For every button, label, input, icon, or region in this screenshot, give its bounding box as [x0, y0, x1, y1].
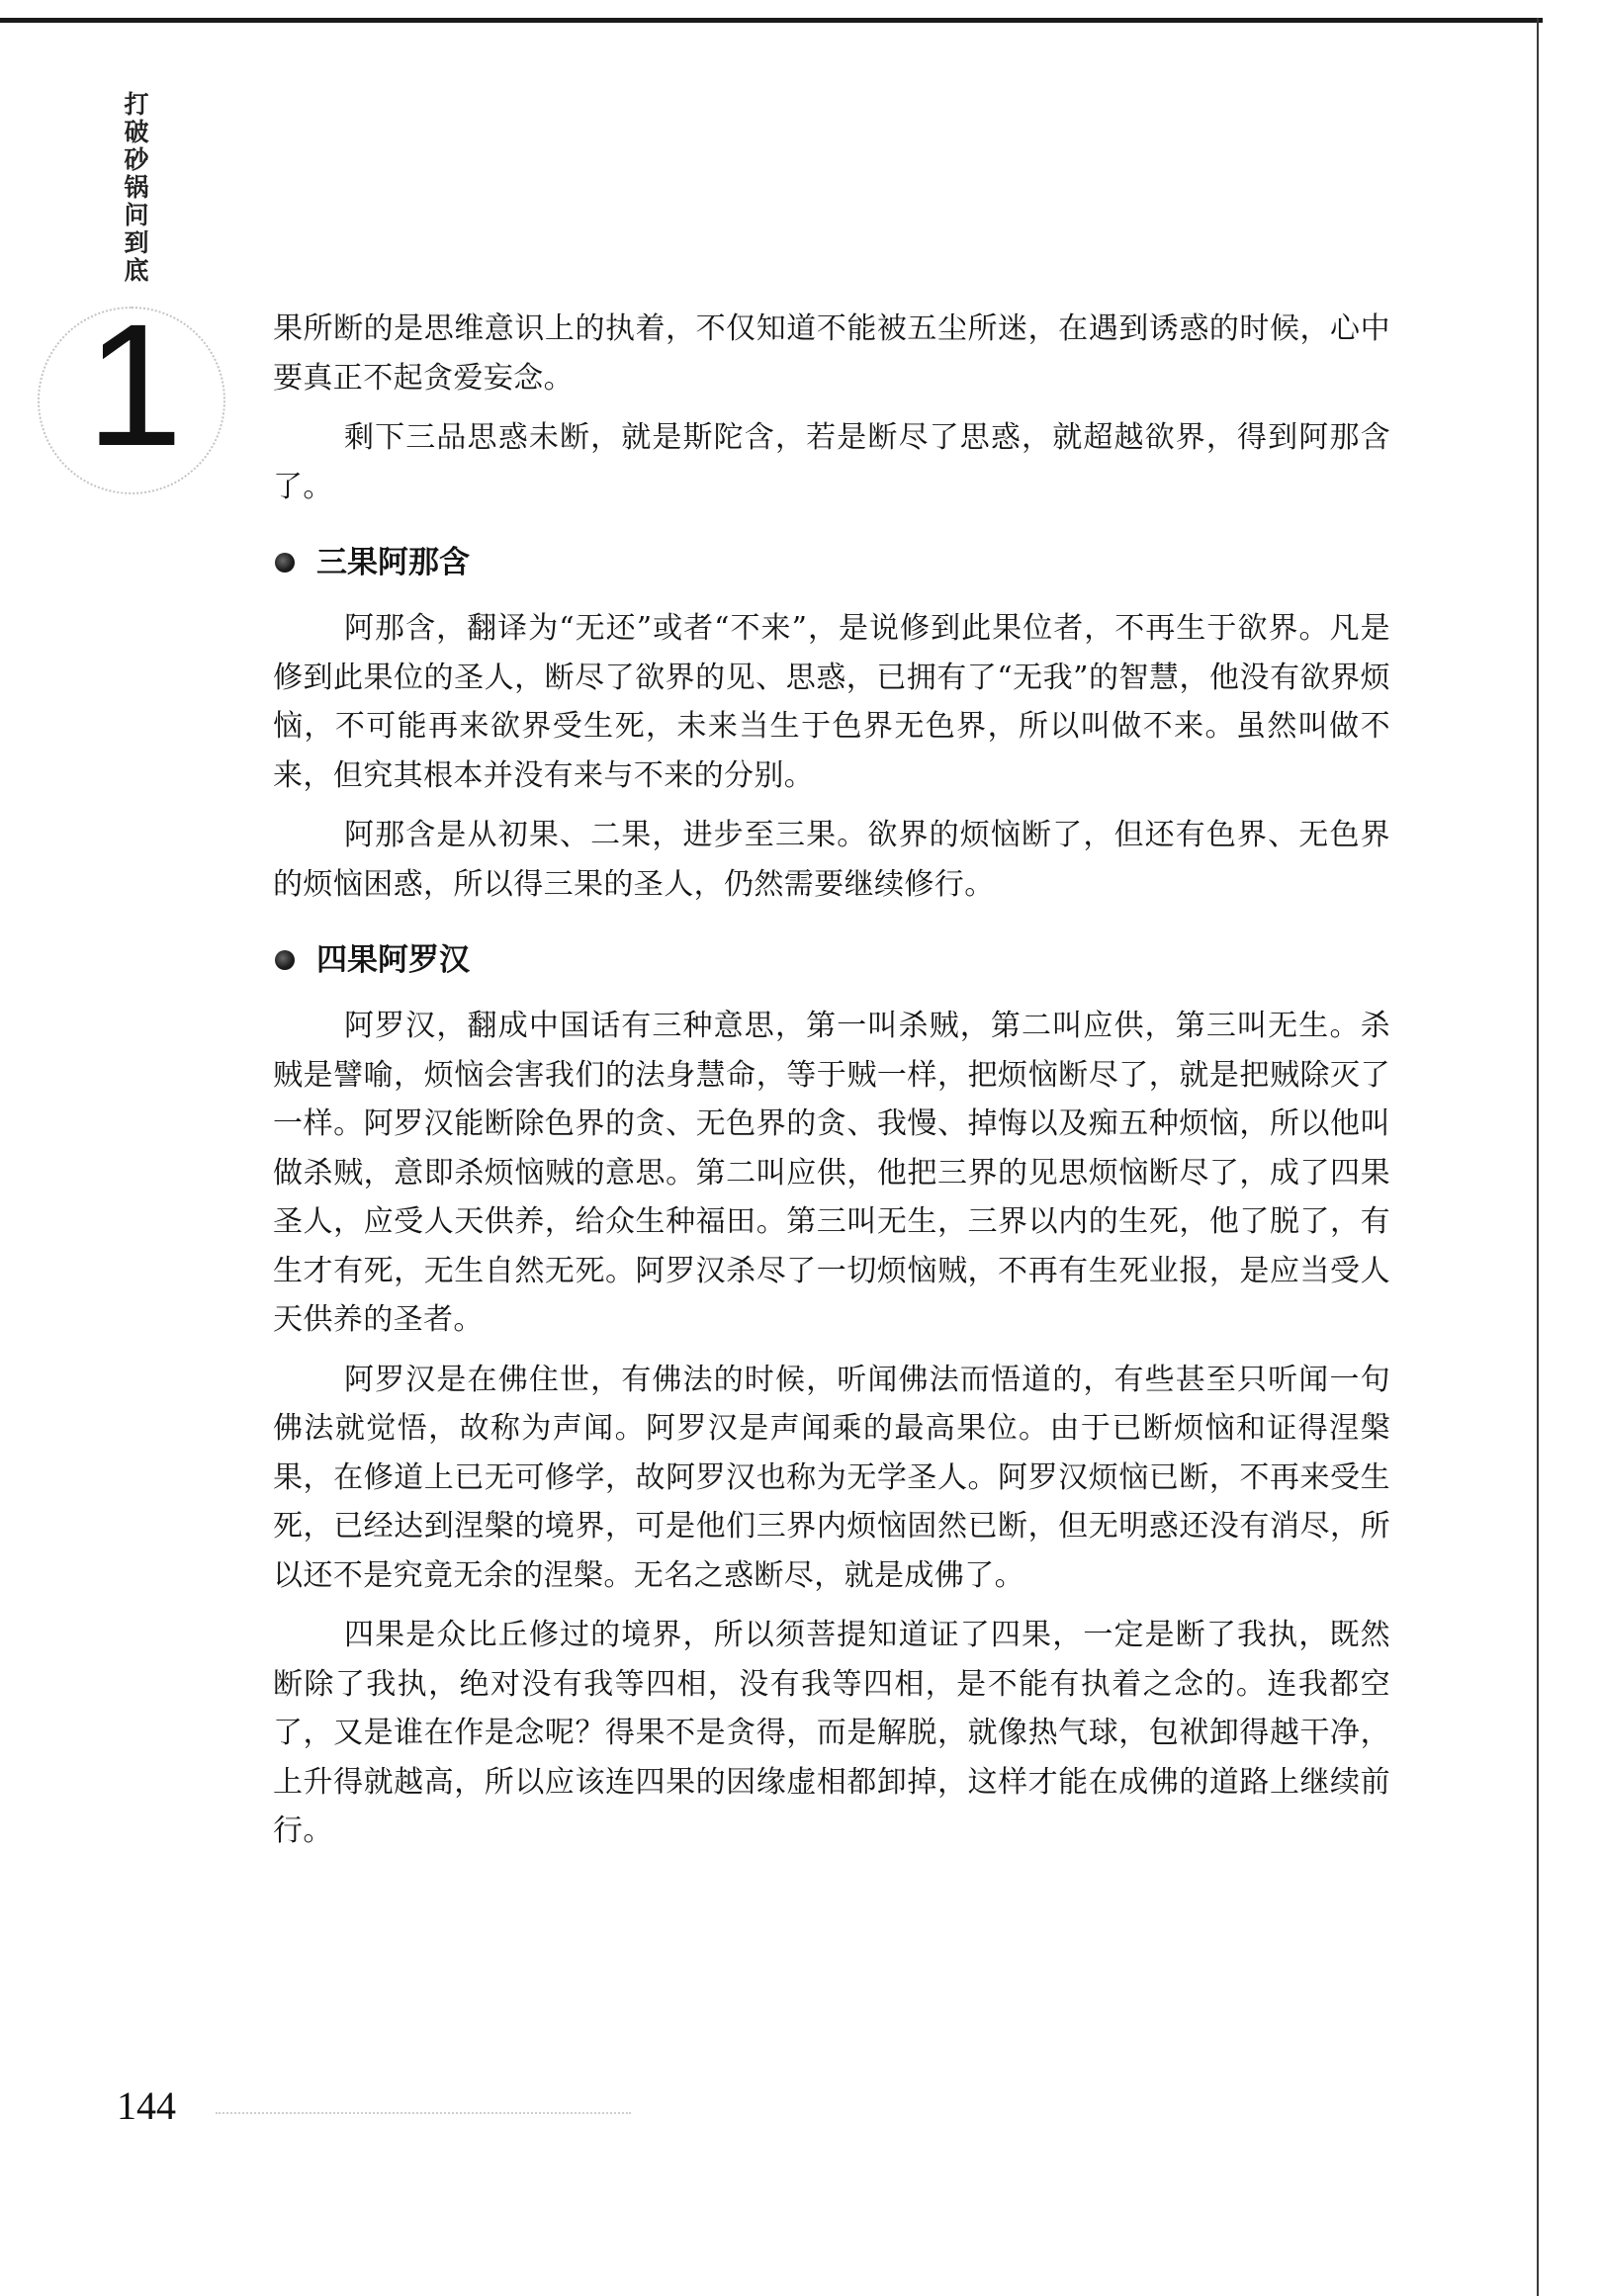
footer-dotted-rule: [216, 2112, 631, 2114]
paragraph-continued: 果所断的是思维意识上的执着，不仅知道不能被五尘所迷，在遇到诱惑的时候，心中要真正不起贪爱妄念。: [273, 311, 1390, 396]
running-title-char: 破: [124, 118, 149, 146]
paragraph: 阿那含是从初果、二果，进步至三果。欲界的烦恼断了，但还有色界、无色界的烦恼困惑，所以得三果的圣人，仍然需要继续修行。: [273, 818, 1390, 902]
chapter-number: 1: [86, 289, 183, 483]
running-title-char: 砂: [124, 145, 149, 174]
paragraph: 阿罗汉，翻成中国话有三种意思，第一叫杀贼，第二叫应供，第三叫无生。杀贼是譬喻，烦恼会害我们的法身慧命，等于贼一样，把烦恼断尽了，就是把贼除灭了一样。阿罗汉能断除色界的贪、无色界的贪、我慢、掉悔以及痴五种烦恼，所以他叫做杀贼，意即杀烦恼贼的意思。第二叫应供，他把三界的见思烦恼断尽了，成了四果圣人，应受人天供养，给众生种福田。第三叫无生，三界以内的生死，他了脱了，有生才有死，无生自然无死。阿罗汉杀尽了一切烦恼贼，不再有生死业报，是应当受人天供养的圣者。: [273, 1009, 1390, 1337]
section-heading-label: 三果阿那含: [316, 545, 470, 580]
running-title-char: 问: [124, 201, 149, 229]
running-title-char: 打: [124, 90, 149, 119]
page-number: 144: [117, 2083, 176, 2128]
top-rule: [0, 18, 1543, 23]
section-heading-anagami: [273, 543, 1390, 582]
section-heading-label: 四果阿罗汉: [316, 942, 470, 978]
section-heading-arhat: [273, 940, 1390, 980]
running-title: [117, 91, 156, 285]
running-title-char: 到: [124, 228, 149, 257]
paragraph: 阿罗汉是在佛住世，有佛法的时候，听闻佛法而悟道的，有些甚至只听闻一句佛法就觉悟，故称为声闻。阿罗汉是声闻乘的最高果位。由于已断烦恼和证得涅槃果，在修道上已无可修学，故阿罗汉也称为无学圣人。阿罗汉烦恼已断，不再来受生死，已经达到涅槃的境界，可是他们三界内烦恼固然已断，但无明惑还没有消尽，所以还不是究竟无余的涅槃。无名之惑断尽，就是成佛了。: [273, 1362, 1390, 1593]
paragraph: 剩下三品思惑未断，就是斯陀含，若是断尽了思惑，就超越欲界，得到阿那含了。: [273, 420, 1390, 504]
page-content: [273, 305, 1390, 1867]
bullet-icon: [275, 553, 295, 573]
paragraph: 阿那含，翻译为“无还”或者“不来”，是说修到此果位者，不再生于欲界。凡是修到此果位的圣人，断尽了欲界的见、思惑，已拥有了“无我”的智慧，他没有欲界烦恼，不可能再来欲界受生死，未来当生于色界无色界，所以叫做不来。虽然叫做不来，但究其根本并没有来与不来的分别。: [273, 611, 1390, 793]
right-margin-rule: [1537, 18, 1539, 2296]
running-title-char: 底: [124, 256, 149, 285]
paragraph: 四果是众比丘修过的境界，所以须菩提知道证了四果，一定是断了我执，既然断除了我执，绝对没有我等四相，没有我等四相，是不能有执着之念的。连我都空了，又是谁在作是念呢？得果不是贪得，而是解脱，就像热气球，包袱卸得越干净，上升得就越高，所以应该连四果的因缘虚相都卸掉，这样才能在成佛的道路上继续前行。: [273, 1618, 1390, 1848]
running-title-char: 锅: [124, 173, 149, 202]
bullet-icon: [275, 950, 295, 970]
